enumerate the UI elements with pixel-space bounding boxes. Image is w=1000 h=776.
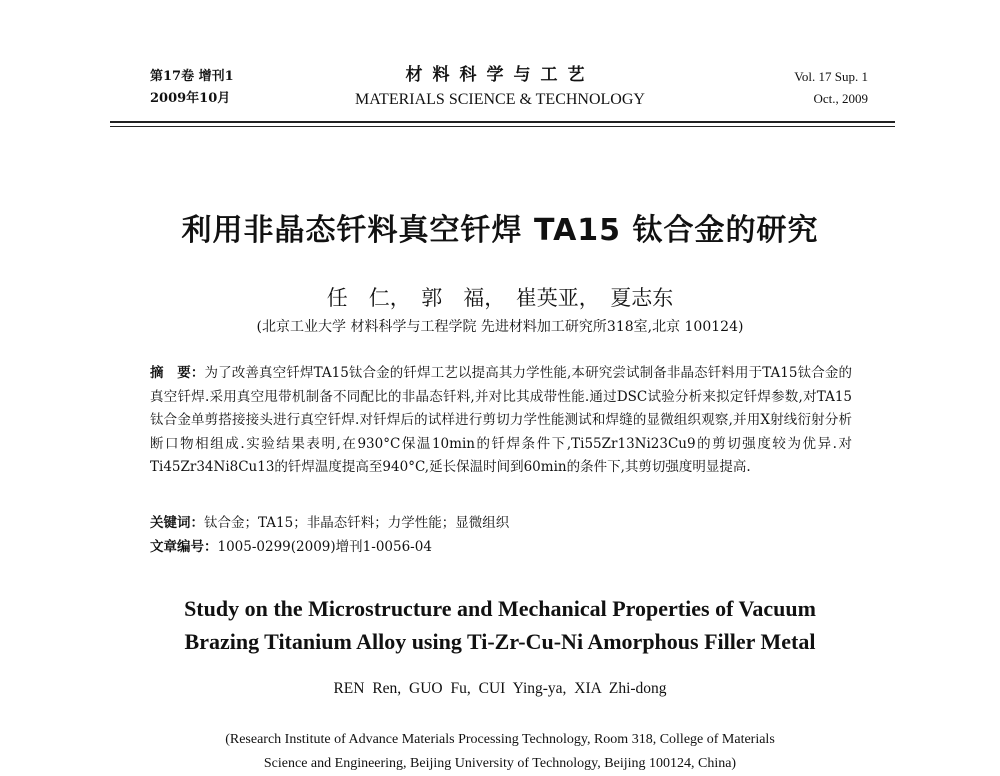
header-divider-thin (110, 126, 895, 127)
affiliation-cn: (北京工业大学 材料科学与工程学院 先进材料加工研究所318室,北京 100124) (256, 319, 744, 335)
keywords-text: 钛合金；TA15；非晶态钎料；力学性能；显微组织 (204, 515, 510, 531)
article-number-text: 1005-0299(2009)增刊1-0056-04 (217, 539, 432, 555)
authors-cn: 任 仁， 郭 福， 崔英亚， 夏志东 (326, 286, 674, 310)
paper-title-en (0, 592, 1000, 658)
header-date: 2009年10月 (150, 91, 231, 106)
paper-title-cn: 利用非晶态钎料真空钎焊 TA15 钛合金的研究 (181, 213, 819, 248)
paper-title-en-line2: Brazing Titanium Alloy using Ti-Zr-Cu-Ni Amorphous Filler Metal (184, 629, 816, 654)
journal-name-en: MATERIALS SCIENCE & TECHNOLOGY (355, 91, 645, 108)
keywords-label: 关键词： (150, 515, 204, 531)
header-volume-issue-en: Vol. 17 Sup. 1 (794, 69, 868, 84)
header-divider-thick (110, 121, 895, 123)
journal-name-cn: 材料科学与工艺 (405, 65, 595, 85)
paper-title-en-line1: Study on the Microstructure and Mechanical Properties of Vacuum (184, 596, 816, 621)
header-volume-issue: 第17卷 增刊1 (150, 69, 234, 84)
article-number (150, 535, 852, 555)
abstract (150, 362, 852, 480)
header-volume-info (150, 66, 234, 110)
abstract-text: 为了改善真空钎焊TA15钛合金的钎焊工艺以提高其力学性能,本研究尝试制备非晶态钎料用于TA15钛合金的真空钎焊.采用真空甩带机制备不同配比的非晶态钎料,并对比其成带性能.通过DSC试验分析来拟定钎焊参数,对TA15钛合金单剪搭接接头进行真空钎焊.对钎焊后的试样进行剪切力学性能测试和焊缝的显微组织观察,并用X射线衍射分析断口物相组成.实验结果表明,在930°C保温10min的钎焊条件下,Ti55Zr13Ni23Cu9的剪切强度较为优异.对Ti45Zr34Ni8Cu13的钎焊温度提高至940°C,延长保温时间到60min的条件下,其剪切强度明显提高. (150, 365, 852, 475)
affiliation-en-line2: Science and Engineering, Beijing University of Technology, Beijing 100124, China) (263, 756, 737, 771)
keywords (150, 511, 852, 531)
header-date-en: Oct., 2009 (813, 91, 868, 106)
article-number-label: 文章编号： (150, 539, 218, 555)
header-volume-info-en (794, 66, 868, 110)
affiliation-en (0, 728, 1000, 776)
affiliation-en-line1: (Research Institute of Advance Materials Processing Technology, Room 318, College of Materials (225, 732, 775, 747)
authors-en: REN Ren, GUO Fu, CUI Ying-ya, XIA Zhi-dong (333, 680, 667, 697)
journal-name (300, 64, 700, 111)
abstract-label: 摘 要： (150, 365, 205, 381)
